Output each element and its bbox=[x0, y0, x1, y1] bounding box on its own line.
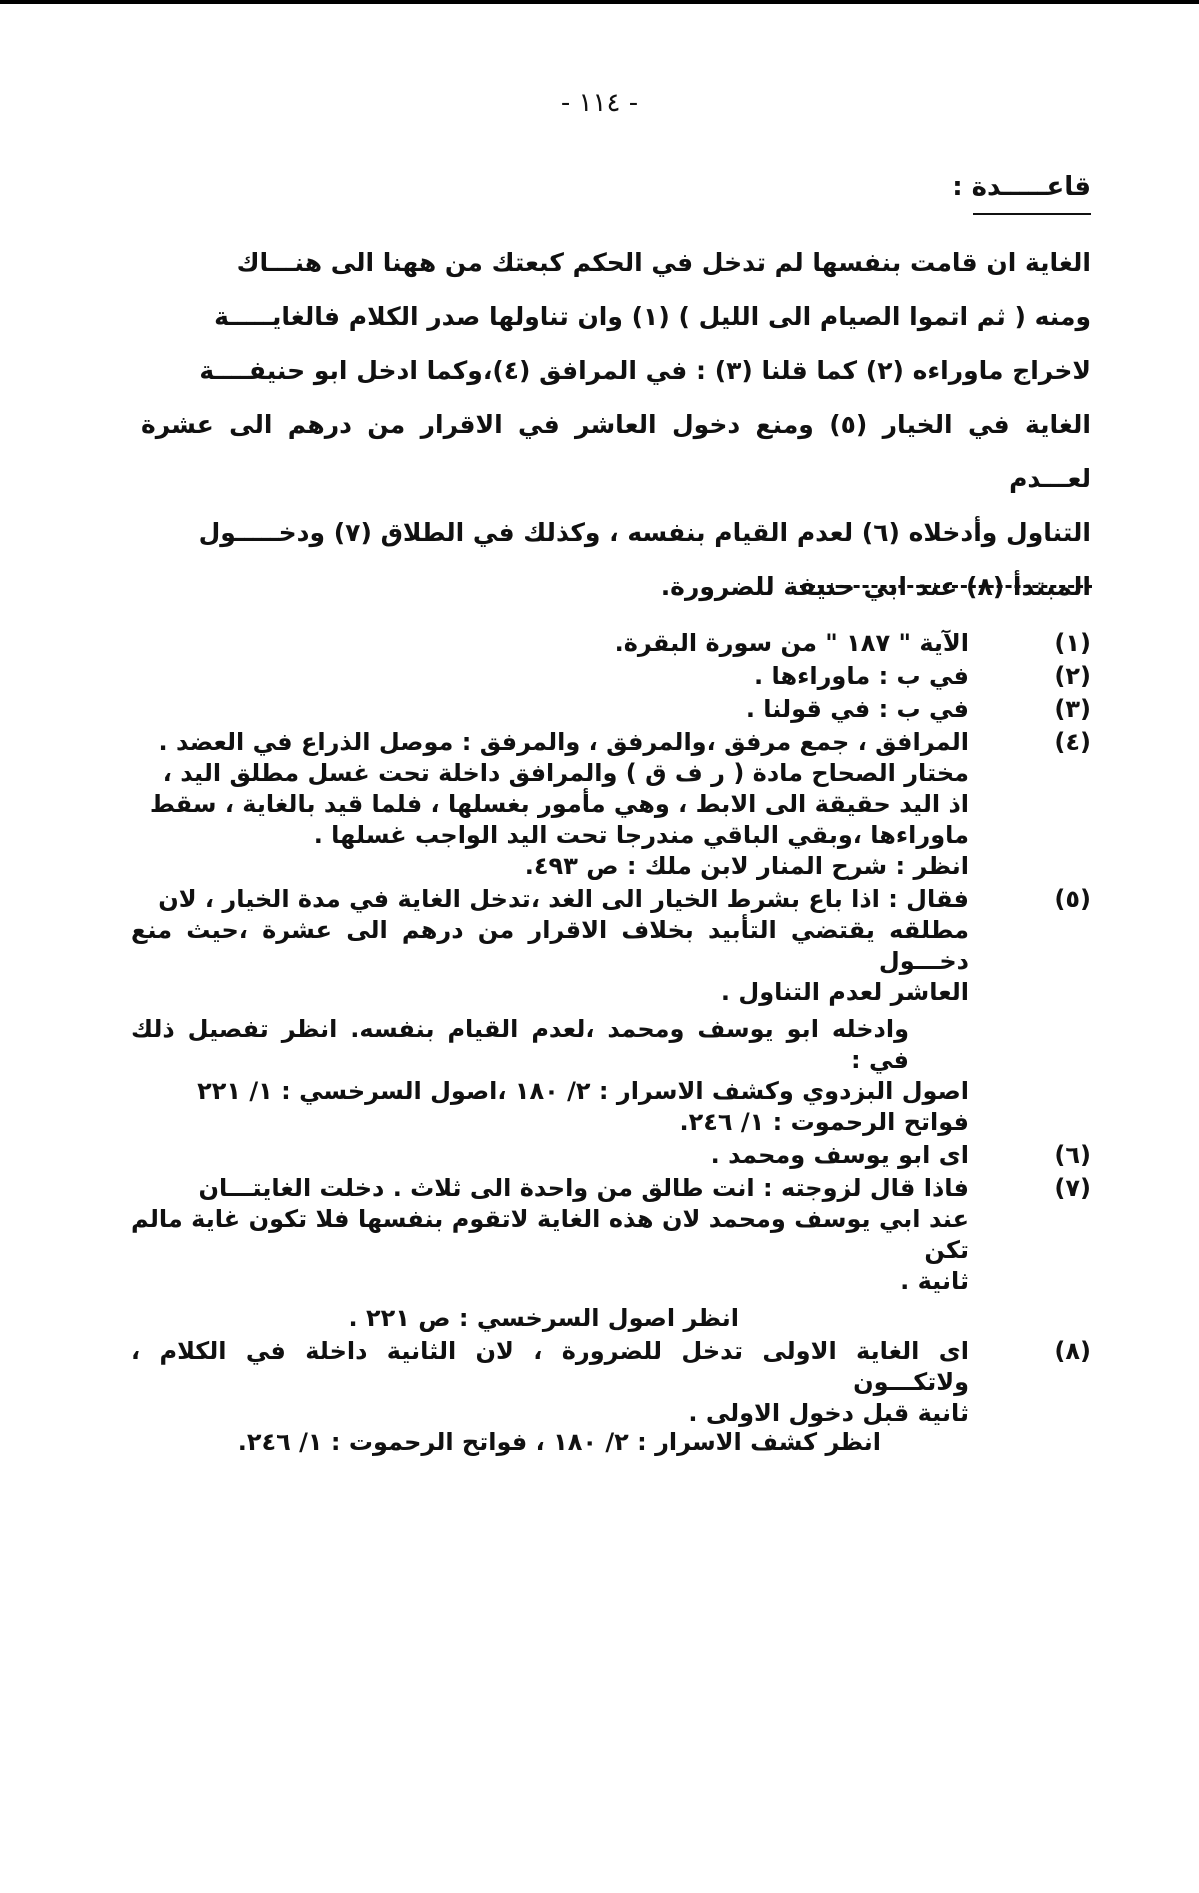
footnote-line: فاذا قال لزوجته : انت طالق من واحدة الى ثلاث . دخلت الغايتـــان bbox=[198, 1174, 969, 1202]
footnote-number: (٧) bbox=[1054, 1174, 1091, 1202]
footnote-2 bbox=[131, 661, 1091, 692]
body-line: الغاية ان قامت بنفسها لم تدخل في الحكم كبعتك من ههنا الى هنـــاك bbox=[236, 248, 1091, 277]
footnote-line: اى ابو يوسف ومحمد . bbox=[710, 1141, 969, 1169]
footnote-text bbox=[131, 1173, 1021, 1334]
body-line: لاخراج ماوراءه (٢) كما قلنا (٣) : في المرافق (٤)،وكما ادخل ابو حنيفــــة bbox=[199, 356, 1091, 385]
footnote-text bbox=[131, 727, 1021, 882]
heading-underline bbox=[973, 213, 1091, 215]
footnote-line: الآية " ١٨٧ " من سورة البقرة. bbox=[614, 629, 969, 657]
footnote-line: في ب : ماوراءها . bbox=[753, 662, 969, 690]
footnote-text bbox=[131, 628, 1021, 659]
footnote-line: ماوراءها ،وبقي الباقي مندرجا تحت اليد الواجب غسلها . bbox=[313, 821, 969, 849]
body-line: المبتدأ (٨) عند ابي حنيفة للضرورة. bbox=[660, 572, 1091, 601]
footnote-line: مختار الصحاح مادة ( ر ف ق ) والمرافق داخلة تحت غسل مطلق اليد ، bbox=[162, 759, 969, 787]
body-line: ومنه ( ثم اتموا الصيام الى الليل ) (١) وان تناولها صدر الكلام فالغايـــــة bbox=[214, 302, 1091, 331]
footnote-divider bbox=[800, 585, 1092, 588]
footnote-number: (٦) bbox=[1054, 1141, 1091, 1169]
section-heading: قاعـــــدة : bbox=[952, 172, 1091, 202]
footnote-line: فواتح الرحموت : ١/ ٢٤٦. bbox=[679, 1108, 969, 1136]
footnote-text bbox=[131, 884, 1021, 1138]
final-reference: انظر كشف الاسرار : ٢/ ١٨٠ ، فواتح الرحموت : ١/ ٢٤٦. bbox=[237, 1428, 881, 1456]
footnote-line: اى الغاية الاولى تدخل للضرورة ، لان الثانية داخلة في الكلام ، ولاتكـــون bbox=[131, 1337, 969, 1396]
footnote-number: (٥) bbox=[1054, 885, 1091, 913]
footnote-number: (٨) bbox=[1054, 1337, 1091, 1365]
footnote-7 bbox=[131, 1173, 1091, 1334]
footnote-line: ثانية قبل دخول الاولى . bbox=[688, 1399, 969, 1427]
footnote-line: انظر : شرح المنار لابن ملك : ص ٤٩٣. bbox=[524, 852, 969, 880]
body-line: الغاية في الخيار (٥) ومنع دخول العاشر في الاقرار من درهم الى عشرة لعـــدم bbox=[141, 410, 1091, 493]
footnote-text bbox=[131, 661, 1021, 692]
footnote-line: وادخله ابو يوسف ومحمد ،لعدم القيام بنفسه. انظر تفصيل ذلك في : bbox=[131, 1015, 909, 1074]
footnote-4 bbox=[131, 727, 1091, 882]
footnote-text bbox=[131, 1336, 1021, 1429]
footnote-text bbox=[131, 694, 1021, 725]
footnote-number: (٢) bbox=[1054, 662, 1091, 690]
footnote-1 bbox=[131, 628, 1091, 659]
footnote-number: (٣) bbox=[1054, 695, 1091, 723]
footnote-line: مطلقه يقتضي التأبيد بخلاف الاقرار من درهم الى عشرة ،حيث منع دخـــول bbox=[131, 916, 969, 975]
footnote-line: عند ابي يوسف ومحمد لان هذه الغاية لاتقوم بنفسها فلا تكون غاية مالم تكن bbox=[131, 1205, 969, 1264]
footnote-line: انظر اصول السرخسي : ص ٢٢١ . bbox=[348, 1304, 739, 1332]
footnote-text bbox=[131, 1140, 1021, 1171]
footnote-line: اذ اليد حقيقة الى الابط ، وهي مأمور بغسلها ، فلما قيد بالغاية ، سقط bbox=[149, 790, 969, 818]
footnote-6 bbox=[131, 1140, 1091, 1171]
body-line: التناول وأدخلاه (٦) لعدم القيام بنفسه ، وكذلك في الطلاق (٧) ودخـــــول bbox=[198, 518, 1091, 547]
footnote-line: العاشر لعدم التناول . bbox=[720, 978, 969, 1006]
top-border bbox=[0, 0, 1199, 4]
footnote-line: في ب : في قولنا . bbox=[745, 695, 969, 723]
footnote-number: (١) bbox=[1054, 629, 1091, 657]
footnote-line: ثانية . bbox=[900, 1267, 969, 1295]
footnote-5 bbox=[131, 884, 1091, 1138]
footnote-8 bbox=[131, 1336, 1091, 1429]
footnote-line: اصول البزدوي وكشف الاسرار : ٢/ ١٨٠ ،اصول السرخسي : ١/ ٢٢١ bbox=[197, 1077, 969, 1105]
footnote-line: المرافق ، جمع مرفق ،والمرفق ، والمرفق : موصل الذراع في العضد . bbox=[158, 728, 969, 756]
footnote-number: (٤) bbox=[1054, 728, 1091, 756]
footnote-line: فقال : اذا باع بشرط الخيار الى الغد ،تدخل الغاية في مدة الخيار ، لان bbox=[158, 885, 969, 913]
page-number: - ١١٤ - bbox=[560, 88, 639, 118]
main-text bbox=[141, 236, 1091, 614]
footnote-3 bbox=[131, 694, 1091, 725]
footnotes bbox=[131, 628, 1091, 1431]
